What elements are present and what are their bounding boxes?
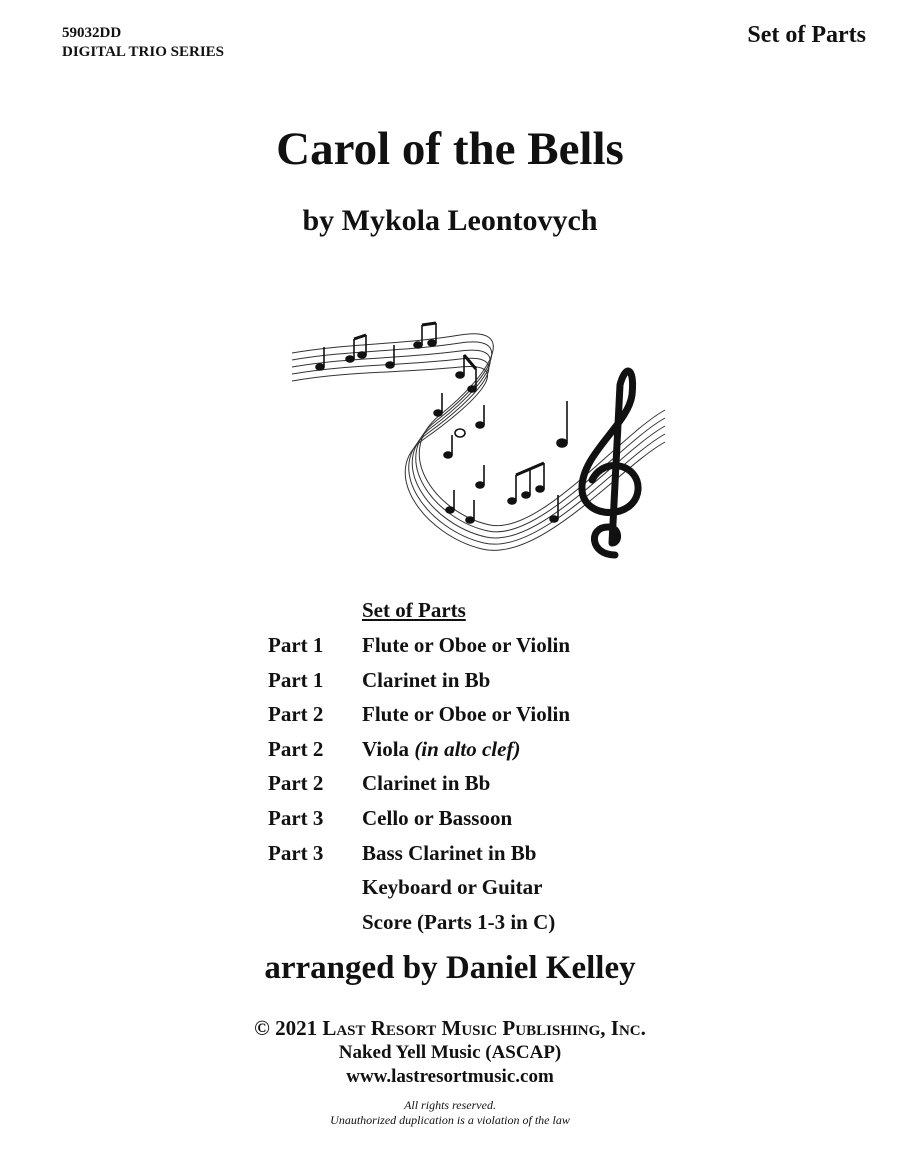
instrument-name: Bass Clarinet in Bb [362,840,537,865]
catalog-code: 59032DD [62,25,122,41]
instrument-name: Flute or Oboe or Violin [362,633,571,657]
part-number: Part 3 [268,840,324,865]
part-instrument [362,628,570,663]
series-name: DIGITAL TRIO SERIES [62,44,225,60]
rights-notice [0,1098,900,1128]
part-instrument [362,732,520,767]
header-set-of-parts: Set of Parts [747,22,866,48]
rights-reserved: All rights reserved. [404,1098,496,1112]
part-instrument [362,801,512,836]
part-instrument [362,663,490,698]
imprint-name: Naked Yell Music (ASCAP) [338,1042,562,1063]
music-notes-treble-clef-icon [290,305,670,565]
arranger-credit: arranged by Daniel Kelley [264,950,636,986]
page-title: Carol of the Bells [276,123,624,175]
catalog-header [62,24,224,62]
part-instrument [362,697,570,732]
part-instrument [362,870,542,905]
part-instrument [362,905,555,940]
part-number: Part 2 [268,736,324,761]
instrument-name: Clarinet in Bb [362,771,491,796]
instrument-name: Score (Parts 1-3 in C) [362,909,556,934]
copyright-year: © 2021 [254,1016,318,1040]
part-number: Part 2 [268,702,324,727]
part-instrument [362,766,490,801]
publisher-website: www.lastresortmusic.com [346,1066,554,1087]
duplication-warning: Unauthorized duplication is a violation of the law [330,1113,570,1127]
publisher-footer [0,1015,900,1089]
part-number: Part 1 [268,633,324,657]
parts-heading: Set of Parts [362,598,466,622]
instrument-name: Cello or Bassoon [362,805,513,830]
publisher-name: Last Resort Music Publishing, Inc. [322,1016,646,1040]
instrument-name: Viola [362,736,410,761]
instrument-name: Keyboard or Guitar [362,875,543,900]
instrument-note: (in alto clef) [414,736,521,761]
instrument-name: Clarinet in Bb [362,667,491,692]
copyright-line [0,1015,900,1041]
part-instrument [362,836,536,871]
part-number: Part 1 [268,667,324,692]
part-number: Part 3 [268,805,324,830]
instrument-name: Flute or Oboe or Violin [362,702,571,727]
composer-credit: by Mykola Leontovych [302,204,598,237]
part-number: Part 2 [268,771,324,796]
